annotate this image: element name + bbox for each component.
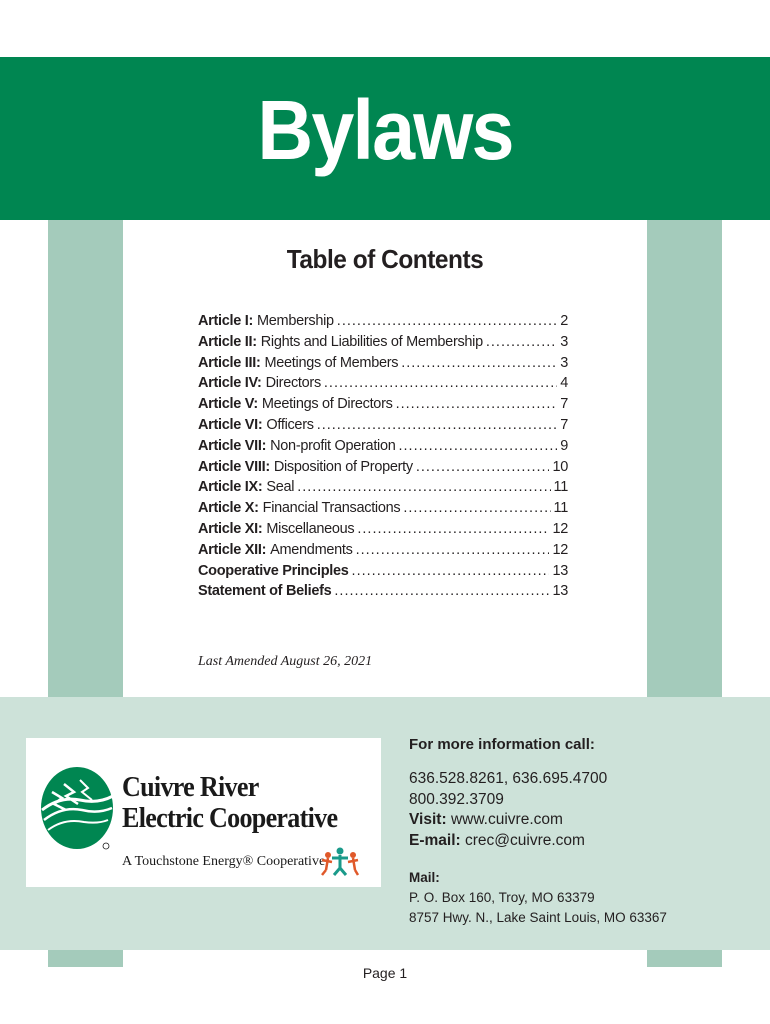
toc-leader-dots <box>324 375 557 391</box>
toc-entry-name: Financial Transactions <box>262 500 401 517</box>
touchstone-figures-icon <box>320 846 360 876</box>
toc-entry-label: Article XII: <box>198 541 267 558</box>
mail-addresses <box>409 888 667 927</box>
toc-entry-name: Meetings of Directors <box>261 396 393 413</box>
toc-title: Table of Contents <box>286 244 484 274</box>
toc-entry <box>198 334 568 355</box>
document-title: Bylaws <box>257 83 513 177</box>
toc-entry-page: 4 <box>560 375 568 392</box>
contact-heading: For more information call: <box>409 736 595 753</box>
toc-entry <box>198 542 568 563</box>
touchstone-tagline: A Touchstone Energy® Cooperative <box>122 854 326 869</box>
toc-leader-dots <box>357 521 549 537</box>
toc-entry-name: Directors <box>265 375 321 392</box>
toc-entry-page: 7 <box>560 416 568 433</box>
toc-entry <box>198 438 568 459</box>
email-link[interactable]: crec@cuivre.com <box>465 832 585 850</box>
toc-entry-label: Article IV: <box>198 375 262 392</box>
last-amended-note: Last Amended August 26, 2021 <box>198 654 373 669</box>
toc-leader-dots <box>352 563 550 579</box>
toc-entry-label: Article IX: <box>198 479 263 496</box>
toc-entry-page: 10 <box>552 458 568 475</box>
toc-entry <box>198 396 568 417</box>
toc-leader-dots <box>416 459 550 475</box>
email-line <box>409 831 607 852</box>
toc-leader-dots <box>297 479 550 495</box>
toc-entry-page: 12 <box>552 541 568 558</box>
toc-leader-dots <box>486 334 557 350</box>
toc-leader-dots <box>399 438 558 454</box>
phone-numbers: 636.528.8261, 636.695.4700 <box>409 770 608 787</box>
toc-leader-dots <box>337 313 557 329</box>
page-number: Page 1 <box>362 965 408 981</box>
cooperative-name-line1: Cuivre River <box>122 771 259 803</box>
toc-entry-label: Article VII: <box>198 437 267 454</box>
toc-entry-name: Disposition of Property <box>273 458 413 475</box>
toc-list <box>198 313 568 604</box>
toc-entry-name: Miscellaneous <box>266 520 355 537</box>
street-address: 8757 Hwy. N., Lake Saint Louis, MO 63367 <box>409 909 667 925</box>
toc-leader-dots <box>317 417 558 433</box>
toc-leader-dots <box>403 500 550 516</box>
toc-leader-dots <box>356 542 550 558</box>
toc-entry-page: 11 <box>553 479 568 496</box>
toc-entry-name: Officers <box>266 416 314 433</box>
cooperative-name-line2: Electric Cooperative <box>122 802 338 834</box>
toc-entry-name: Meetings of Members <box>264 354 399 371</box>
toc-entry-page: 3 <box>560 333 568 350</box>
toc-entry-page: 9 <box>560 437 568 454</box>
toc-entry-name: Amendments <box>270 541 353 558</box>
toc-entry-label: Article VIII: <box>198 458 270 475</box>
toc-entry <box>198 479 568 500</box>
toc-entry-name: Cooperative Principles <box>198 562 349 579</box>
toc-entry <box>198 417 568 438</box>
toll-free-number: 800.392.3709 <box>409 790 504 808</box>
toc-leader-dots <box>334 583 549 599</box>
cooperative-logo <box>26 738 381 887</box>
mail-heading: Mail: <box>409 870 440 885</box>
toc-entry-label: Article I: <box>198 313 254 329</box>
cooperative-name <box>122 772 337 834</box>
toc-entry <box>198 459 568 480</box>
toc-entry-page: 2 <box>560 313 568 329</box>
toc-entry-name: Non-profit Operation <box>270 437 396 454</box>
toc-entry <box>198 500 568 521</box>
toc-entry-label: Article XI: <box>198 520 263 537</box>
toc-entry-name: Membership <box>257 313 334 329</box>
toc-leader-dots <box>396 396 558 412</box>
toc-entry <box>198 583 568 604</box>
toc-entry <box>198 313 568 334</box>
toc-entry <box>198 355 568 376</box>
toc-entry-name: Statement of Beliefs <box>198 583 332 600</box>
toc-entry-page: 11 <box>553 500 568 517</box>
toc-leader-dots <box>401 355 557 371</box>
toc-entry-label: Article VI: <box>198 416 263 433</box>
contact-details <box>409 769 607 852</box>
email-label: E-mail: <box>409 832 461 850</box>
toc-entry-page: 13 <box>552 583 568 600</box>
toc-entry <box>198 375 568 396</box>
left-pillar <box>48 220 123 697</box>
po-box-address: P. O. Box 160, Troy, MO 63379 <box>409 890 595 905</box>
toc-entry-label: Article X: <box>198 500 259 517</box>
toc-entry-page: 12 <box>552 520 568 537</box>
right-pillar <box>647 220 722 697</box>
toc-entry-label: Article II: <box>198 333 257 350</box>
toc-entry-page: 13 <box>552 562 568 579</box>
toc-entry-name: Rights and Liabilities of Membership <box>260 333 483 350</box>
toc-entry-page: 7 <box>560 396 568 413</box>
toc-entry-label: Article III: <box>198 354 261 371</box>
toc-entry-page: 3 <box>560 354 568 371</box>
cooperative-globe-icon <box>40 766 114 850</box>
website-line <box>409 810 607 831</box>
toc-entry <box>198 521 568 542</box>
toc-entry-label: Article V: <box>198 396 258 413</box>
website-link[interactable]: www.cuivre.com <box>450 811 563 829</box>
website-label: Visit: <box>409 811 447 829</box>
toc-entry-name: Seal <box>266 479 295 496</box>
toc-entry <box>198 563 568 584</box>
